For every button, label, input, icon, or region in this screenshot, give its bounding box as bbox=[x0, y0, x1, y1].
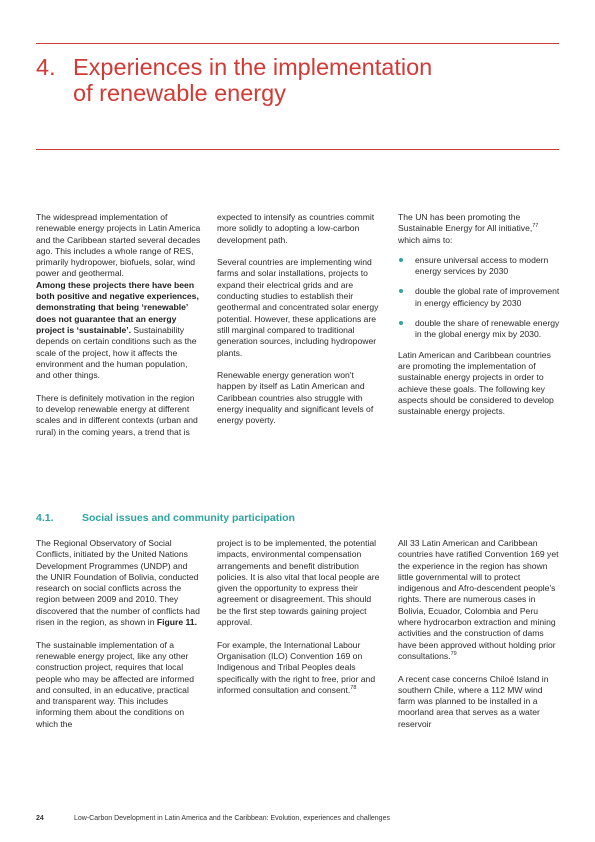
running-title: Low-Carbon Development in Latin America and the Caribbean: Evolution, experiences and challenges bbox=[74, 815, 390, 822]
section-title: Social issues and community participation bbox=[82, 512, 295, 524]
intro-paragraph-5: Renewable energy generation won't happen by itself as Latin American and Caribbean countries also struggle with energy inequality and significant levels of energy poverty. bbox=[217, 370, 374, 426]
bullet-icon bbox=[399, 258, 403, 262]
footnote-ref-78: 78 bbox=[350, 684, 357, 691]
figure-reference: Figure 11. bbox=[156, 617, 197, 628]
bullet-icon bbox=[399, 321, 403, 325]
social-paragraph-2: The sustainable implementation of a renewable energy project, like any other construction project, requires that local people who may be affected are informed and consulted, in an educative, practical and transparent way. This includes informing them about the conditions on which the bbox=[36, 639, 194, 729]
bullet-icon bbox=[399, 289, 403, 293]
un-initiative-text-end: which aims to: bbox=[398, 234, 453, 245]
footnote-ref-79: 79 bbox=[450, 650, 457, 657]
section-heading bbox=[36, 512, 295, 524]
social-column-1 bbox=[36, 538, 201, 730]
top-rule bbox=[36, 43, 559, 44]
convention-text: All 33 Latin American and Caribbean countries have ratified Convention 169 yet the experience in the region has shown little governmental will to protect indigenous and Afro-descendent people's rights. There are numerous cases in Bolivia, Ecuador, Colombia and Peru where hydrocarbon extraction and mining activities and the construction of dams have been approved without holding prior consultations. bbox=[398, 538, 559, 661]
page-footer bbox=[36, 815, 390, 822]
social-paragraph-6: A recent case concerns Chiloé Island in southern Chile, where a 112 MW wind farm was planned to be installed in a moorland area that serves as a water reservoir bbox=[398, 673, 549, 729]
social-column-2 bbox=[217, 538, 383, 696]
intro-bold-statement: Among these projects there have been both positive and negative experiences, demonstrating that being ‘renewable’ does not guarantee that an energy project is ‘sustainable’. bbox=[36, 279, 199, 335]
goal-item bbox=[398, 318, 560, 341]
social-paragraph-1 bbox=[36, 538, 201, 628]
goal-text: double the global rate of improvement in energy efficiency by 2030 bbox=[415, 286, 560, 308]
intro-column-2 bbox=[217, 212, 383, 427]
title-bottom-rule bbox=[36, 149, 559, 150]
intro-paragraph-7: Latin American and Caribbean countries are promoting the implementation of sustainable energy projects in order to achieve these goals. The following key aspects should be considered to develop sustainable energy projects. bbox=[398, 349, 554, 417]
goal-text: ensure universal access to modern energy services by 2030 bbox=[415, 254, 549, 277]
intro-paragraph-1-text: The widespread implementation of renewable energy projects in Latin America and the Caribbean started several decades ago. This includes a whole range of RES, primarily hydropower, biofuels, solar, wind power and geothermal. bbox=[36, 212, 201, 279]
goals-list bbox=[398, 255, 560, 341]
un-initiative-text: The UN has been promoting the Sustainable Energy for All initiative, bbox=[398, 212, 533, 234]
social-paragraph-4 bbox=[217, 640, 383, 696]
goal-item bbox=[398, 255, 560, 278]
intro-paragraph-6 bbox=[398, 212, 560, 246]
intro-paragraph-1 bbox=[36, 212, 201, 381]
footnote-ref-77: 77 bbox=[532, 223, 539, 230]
intro-paragraph-4: Several countries are implementing wind farms and solar installations, projects to expand their electrical grids and are conducting studies to establish their geothermal and concentrated solar energy potential. However, these applications are still marginal compared to traditional generation sources, including hydropower plants. bbox=[217, 257, 379, 358]
section-number: 4.1. bbox=[36, 512, 54, 524]
goal-item bbox=[398, 286, 560, 309]
social-paragraph-5 bbox=[398, 538, 560, 662]
ilo-text: For example, the International Labour Organisation (ILO) Convention 169 on Indigenous and Tribal Peoples deals specifically with the right to free, prior and informed consultation and consent. bbox=[217, 639, 376, 695]
chapter-title-line-2: of renewable energy bbox=[73, 80, 286, 106]
chapter-number: 4. bbox=[36, 54, 56, 80]
intro-paragraph-2: There is definitely motivation in the region to develop renewable energy at different scales and in different contexts (urban and rural) in the coming years, a trend that is bbox=[36, 392, 198, 437]
intro-paragraph-3: expected to intensify as countries commit more solidly to adopting a low-carbon development path. bbox=[217, 212, 375, 245]
social-paragraph-3: project is to be implemented, the potential impacts, environmental compensation arrangements and benefit distribution policies. It is also vital that local people are given the opportunity to express their agreement or disagreement. This should be the first step towards gaining project approval. bbox=[217, 538, 380, 628]
intro-paragraph-1-end: Sustainability depends on certain conditions such as the scale of the project, how it affects the environment and the human population, and other things. bbox=[36, 324, 197, 381]
chapter-title-line-1: Experiences in the implementation bbox=[73, 54, 433, 80]
intro-column-1 bbox=[36, 212, 201, 438]
observatory-text: The Regional Observatory of Social Conflicts, initiated by the United Nations Development Programmes (UNDP) and the UNIR Foundation of Bolivia, conducted research on social conflicts across the region between 2009 and 2010. They discovered that the number of conflicts had risen in the region, as shown in bbox=[36, 538, 200, 628]
goal-text: double the share of renewable energy in the global energy mix by 2030. bbox=[415, 318, 560, 340]
social-column-3 bbox=[398, 538, 560, 730]
intro-column-3 bbox=[398, 212, 560, 417]
page-number: 24 bbox=[36, 815, 44, 822]
